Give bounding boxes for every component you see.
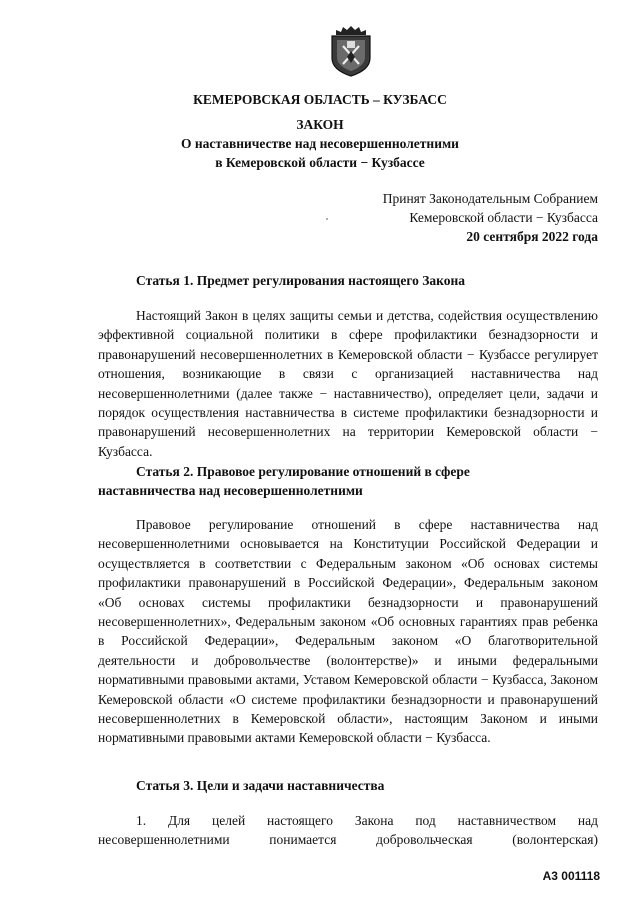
coat-of-arms-emblem [328, 24, 374, 78]
article-2-heading [98, 462, 598, 500]
region-heading: КЕМЕРОВСКАЯ ОБЛАСТЬ – КУЗБАСС [193, 92, 447, 107]
article-1-heading-text: Статья 1. Предмет регулирования настоящего Закона [136, 273, 465, 288]
kuzbass-coat-of-arms-icon [328, 24, 374, 78]
article-3-paragraph: 1. Для целей настоящего Закона под наставничеством над несовершеннолетними понимается добровольческая (волонтерская) [98, 813, 598, 848]
adoption-block [383, 189, 598, 246]
article-1-paragraph: Настоящий Закон в целях защиты семьи и детства, содействия осуществлению эффективной социальной политики в сфере профилактики безнадзорности и правонарушений несовершеннолетних в Кемеровской области − Кузбассе регулирует отношения, возникающие в связи с организацией наставничества над несовершеннолетними (далее также − наставничество), определяет цели, задачи и порядок осуществления наставничества в системе профилактики безнадзорности и правонарушений несовершеннолетних на территории Кемеровской области − Кузбасса. [98, 308, 598, 459]
article-2-heading-line-2: наставничества над несовершеннолетними [98, 483, 363, 498]
article-3-text [98, 811, 598, 850]
adoption-line-1: Принят Законодательным Собранием [382, 191, 598, 206]
article-2-heading-line-1: Статья 2. Правовое регулирование отношений в сфере [136, 464, 470, 479]
adoption-line-2: Кемеровской области − Кузбасса [409, 210, 598, 225]
article-2-text [98, 515, 598, 748]
article-1-text [98, 306, 598, 461]
law-title-line-1: О наставничестве над несовершеннолетними [181, 136, 459, 151]
article-1-heading [98, 271, 598, 290]
document-type: ЗАКОН [296, 117, 344, 132]
adoption-date: 20 сентября 2022 года [466, 229, 598, 244]
article-3-heading [98, 776, 598, 795]
article-3-heading-text: Статья 3. Цели и задачи наставничества [136, 778, 385, 793]
article-2-paragraph: Правовое регулирование отношений в сфере наставничества над несовершеннолетними основывается на Конституции Российской Федерации и осуществляется в соответствии с Федеральным законом «Об основах системы профилактики правонарушений в Российской Федерации», Федеральным законом «Об основах системы профилактики безнадзорности и правонарушений несовершеннолетних», Федеральным законом «Об основных гарантиях прав ребенка в Российской Федерации», Федеральным законом «О благотворительной деятельности и добровольчестве (волонтерстве)» и иными федеральными нормативными правовыми актами, Уставом Кемеровской области − Кузбасса, Законом Кемеровской области «О системе профилактики безнадзорности и правонарушений несовершеннолетних в Кемеровской области», настоящим Законом и иными нормативными правовыми актами Кемеровской области − Кузбасса. [98, 517, 598, 746]
document-number: А3 001118 [542, 869, 600, 883]
scan-speck [326, 218, 328, 220]
law-title-line-2: в Кемеровской области − Кузбассе [215, 155, 425, 170]
